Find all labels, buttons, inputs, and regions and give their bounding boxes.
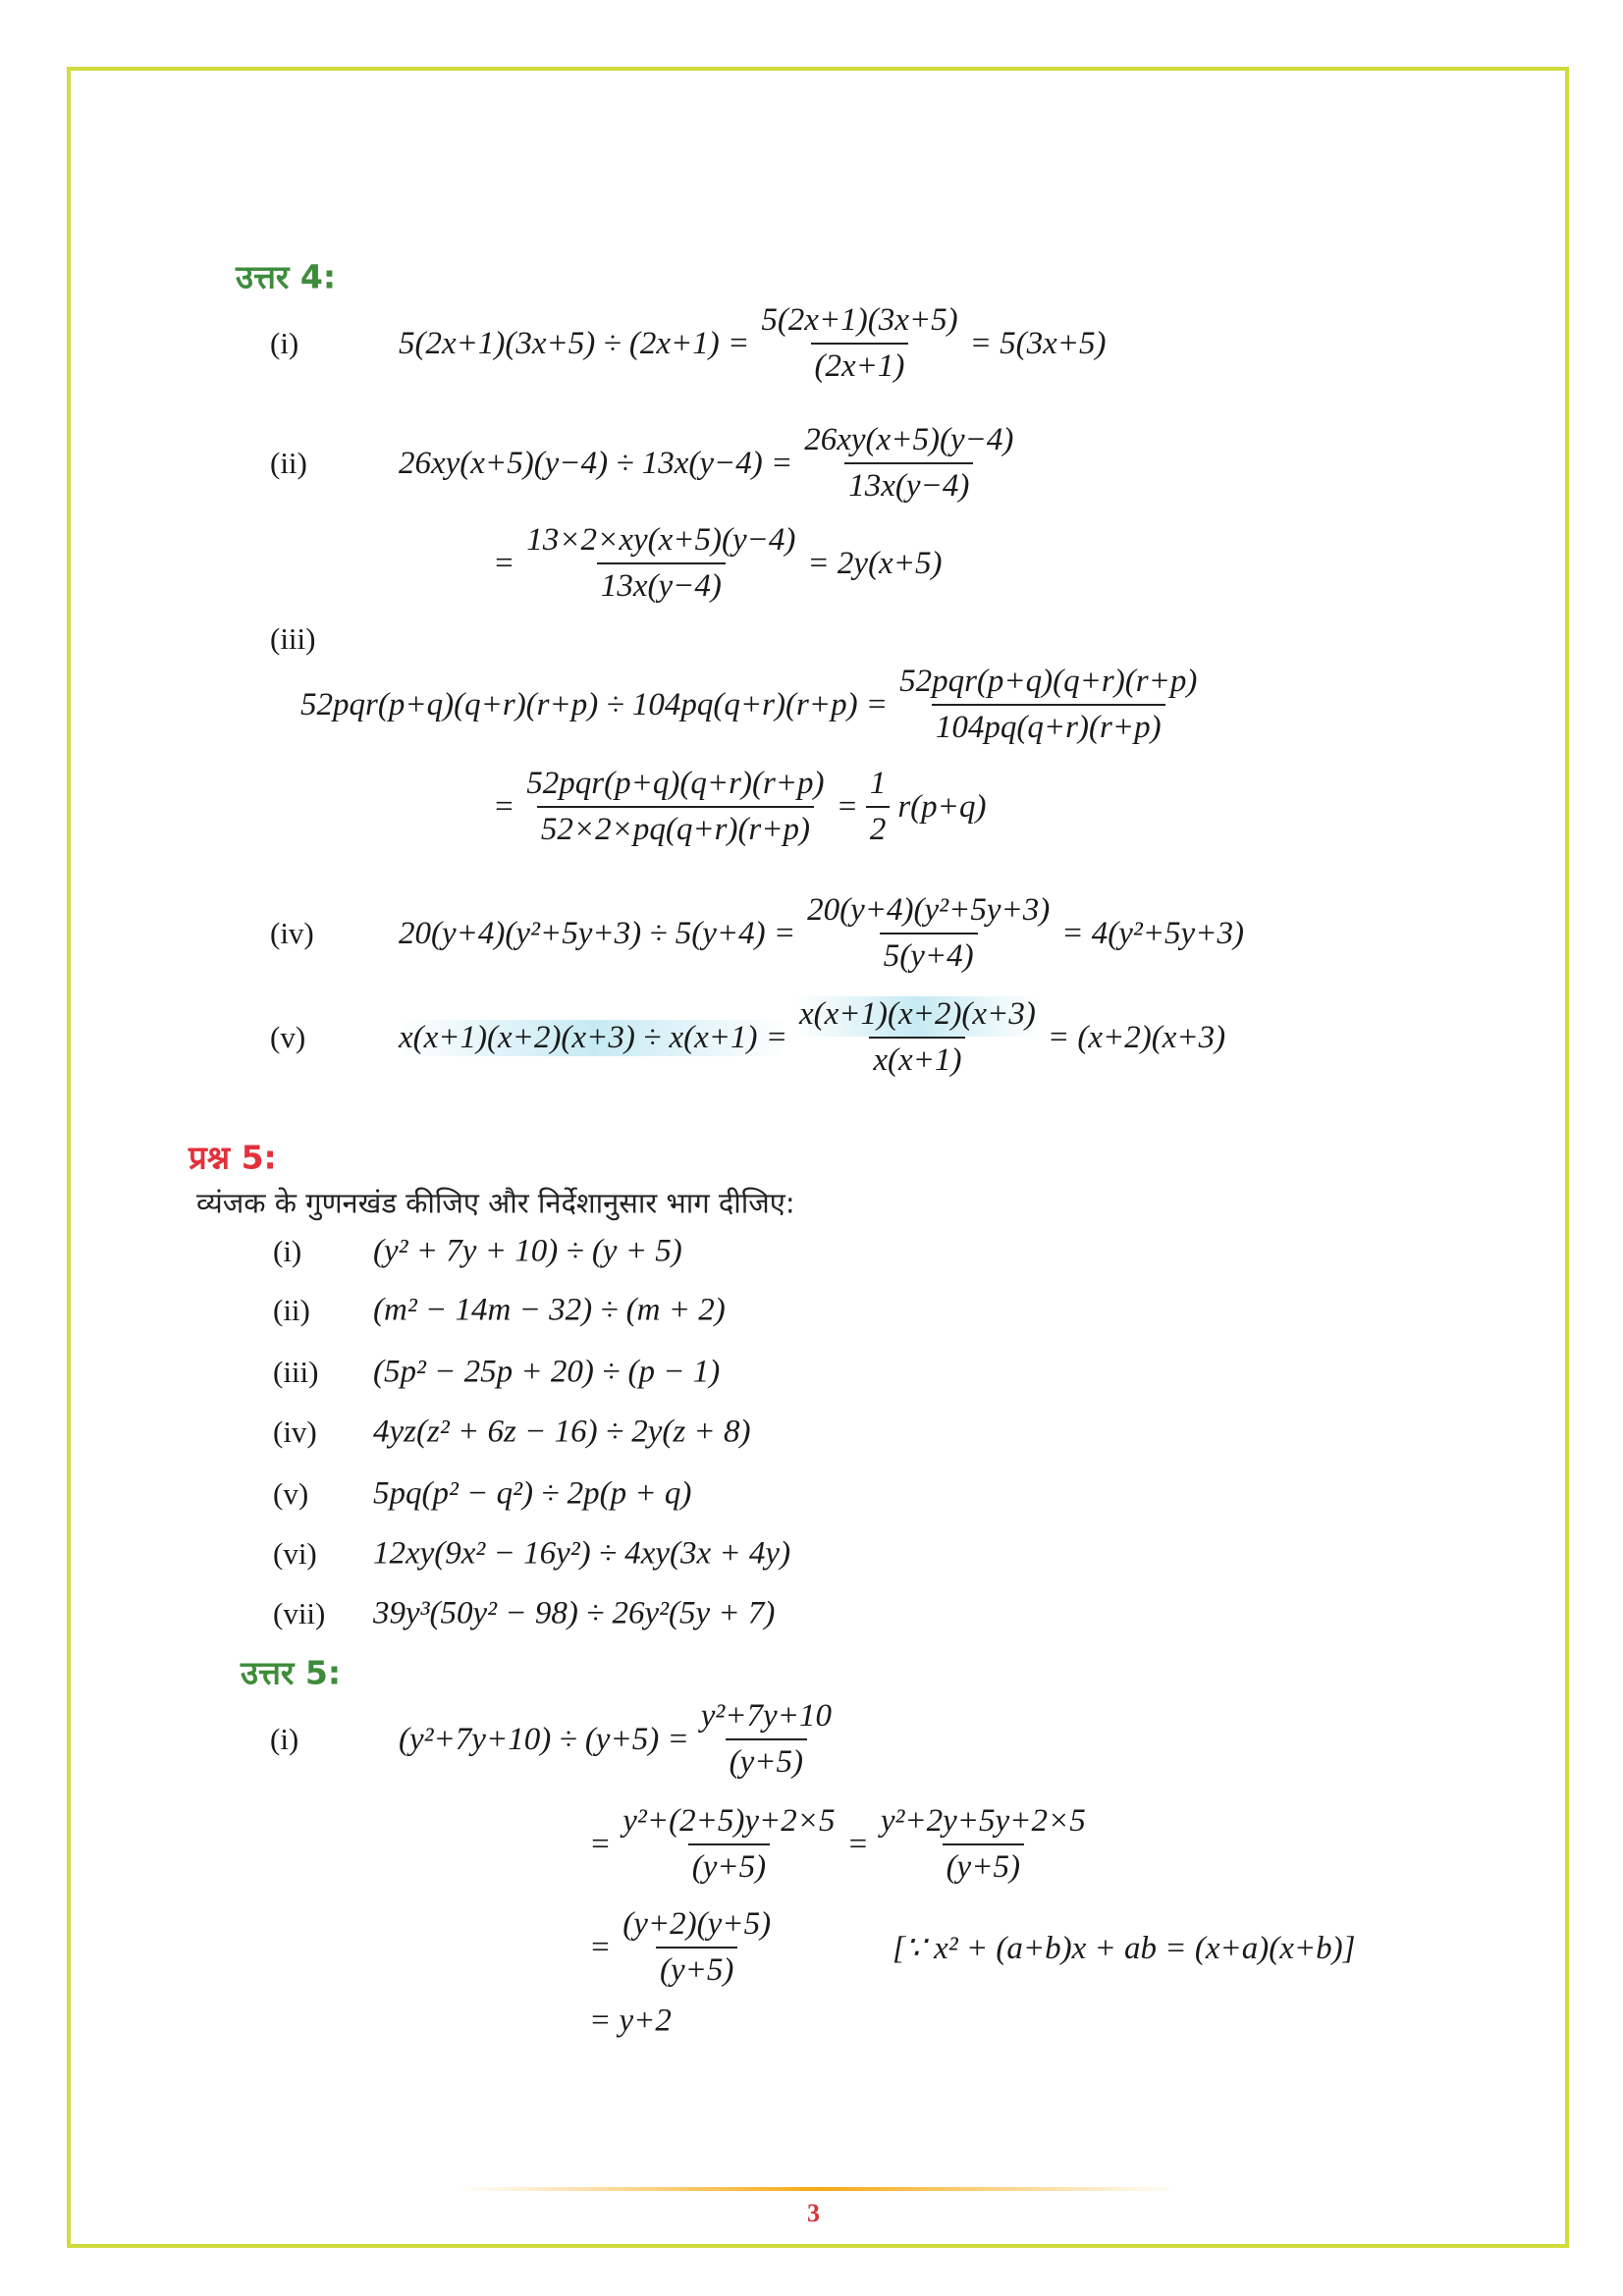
denominator: (2x+1) [811, 343, 909, 385]
fraction [619, 1906, 775, 1989]
fraction-half [866, 766, 891, 848]
answer-4-v-equation [399, 996, 1225, 1079]
denominator: 5(y+4) [880, 933, 978, 975]
item-label: (vi) [273, 1536, 317, 1571]
page-border [67, 67, 1569, 2248]
question-item-expression: 5pq(p² − q²) ÷ 2p(p + q) [373, 1475, 692, 1512]
answer-4-ii-step [493, 522, 942, 605]
question-item-expression: (m² − 14m − 32) ÷ (m + 2) [373, 1292, 726, 1328]
fraction [697, 1698, 836, 1781]
part-label: (i) [270, 1722, 299, 1756]
answer-4-heading: उत्तर 4: [236, 257, 337, 296]
part-label: (iii) [270, 621, 316, 656]
part-label: (ii) [270, 446, 307, 480]
question-item-expression: 4yz(z² + 6z − 16) ÷ 2y(z + 8) [373, 1414, 751, 1450]
fraction [522, 522, 799, 605]
numerator: y²+2y+5y+2×5 [880, 1803, 1086, 1839]
lhs: (y²+7y+10) ÷ (y+5) = [399, 1721, 689, 1757]
fraction [803, 892, 1054, 975]
fraction [877, 1803, 1090, 1886]
rhs: = 2y(x+5) [807, 545, 943, 581]
fraction [800, 422, 1017, 505]
equals: = [846, 1826, 869, 1862]
numerator: 5(2x+1)(3x+5) [761, 302, 958, 338]
part-label: (iv) [270, 916, 314, 950]
numerator: y²+(2+5)y+2×5 [622, 1803, 836, 1839]
fraction [522, 766, 828, 848]
denominator: 13x(y−4) [844, 462, 973, 505]
footer-divider [458, 2187, 1180, 2191]
item-label: (vii) [273, 1596, 326, 1630]
numerator: 13×2×xy(x+5)(y−4) [526, 522, 796, 558]
lhs: 20(y+4)(y²+5y+3) ÷ 5(y+4) = [399, 915, 796, 951]
part-label: (i) [270, 326, 299, 360]
item-label: (v) [273, 1476, 309, 1511]
question-5-instruction: व्यंजक के गुणनखंड कीजिए और निर्देशानुसार भाग दीजिए: [196, 1186, 795, 1220]
rhs: = (x+2)(x+3) [1047, 1019, 1226, 1055]
question-item-expression: 12xy(9x² − 16y²) ÷ 4xy(3x + 4y) [373, 1535, 791, 1572]
answer-4-iii-equation [300, 664, 1201, 746]
lhs: 52pqr(p+q)(q+r)(r+p) ÷ 104pq(q+r)(r+p) = [300, 686, 889, 722]
question-item-expression: (y² + 7y + 10) ÷ (y + 5) [373, 1233, 682, 1269]
answer-4-ii-equation [399, 422, 1017, 505]
answer-4-iv-equation [399, 892, 1244, 975]
equals: = [493, 545, 515, 581]
numerator: x(x+1)(x+2)(x+3) [795, 996, 1040, 1037]
numerator: 20(y+4)(y²+5y+3) [807, 892, 1051, 928]
question-item-expression: 39y³(50y² − 98) ÷ 26y²(5y + 7) [373, 1595, 776, 1631]
answer-4-iii-step [493, 766, 986, 848]
fraction [795, 996, 1040, 1079]
item-label: (i) [273, 1234, 302, 1268]
rhs: r(p+q) [897, 788, 987, 825]
denominator: 104pq(q+r)(r+p) [932, 704, 1165, 746]
rhs: = 4(y²+5y+3) [1061, 915, 1244, 951]
fraction [619, 1803, 839, 1886]
denominator: (y+5) [656, 1947, 737, 1989]
answer-5-i-equation [399, 1698, 836, 1781]
numerator: 26xy(x+5)(y−4) [804, 422, 1014, 457]
answer-5-heading: उत्तर 5: [241, 1653, 342, 1692]
item-label: (iii) [273, 1355, 319, 1389]
denominator: (y+5) [726, 1738, 807, 1781]
equals: = [836, 788, 858, 825]
equals: = [493, 788, 515, 825]
lhs: 26xy(x+5)(y−4) ÷ 13x(y−4) = [399, 445, 793, 481]
denominator: 13x(y−4) [597, 562, 726, 605]
numerator: y²+7y+10 [700, 1698, 832, 1734]
denominator: x(x+1) [869, 1037, 965, 1079]
answer-5-i-step-2 [589, 1803, 1090, 1886]
part-label: (v) [270, 1020, 306, 1054]
denominator: 2 [866, 806, 891, 848]
question-5-heading: प्रश्न 5: [189, 1138, 277, 1177]
numerator: 52pqr(p+q)(q+r)(r+p) [526, 766, 825, 801]
numerator: 52pqr(p+q)(q+r)(r+p) [899, 664, 1198, 699]
fraction [757, 302, 961, 385]
lhs: 5(2x+1)(3x+5) ÷ (2x+1) = [399, 325, 750, 361]
page-number: 3 [807, 2199, 820, 2227]
answer-5-i-step-3 [589, 1906, 775, 1989]
denominator: (y+5) [688, 1843, 770, 1886]
question-item-expression: (5p² − 25p + 20) ÷ (p − 1) [373, 1354, 721, 1390]
fraction [895, 664, 1201, 746]
numerator: (y+2)(y+5) [622, 1906, 772, 1942]
denominator: (y+5) [943, 1843, 1024, 1886]
answer-5-i-final: = y+2 [589, 2002, 672, 2039]
item-label: (iv) [273, 1415, 317, 1449]
answer-4-i-equation [399, 302, 1107, 385]
item-label: (ii) [273, 1293, 310, 1327]
numerator: 1 [869, 766, 887, 801]
identity-note: [∵ x² + (a+b)x + ab = (x+a)(x+b)] [893, 1931, 1356, 1966]
equals: = [589, 1826, 612, 1862]
lhs: x(x+1)(x+2)(x+3) ÷ x(x+1) = [399, 1019, 787, 1055]
equals: = [589, 1929, 612, 1965]
rhs: = 5(3x+5) [969, 325, 1107, 361]
denominator: 52×2×pq(q+r)(r+p) [537, 806, 814, 848]
